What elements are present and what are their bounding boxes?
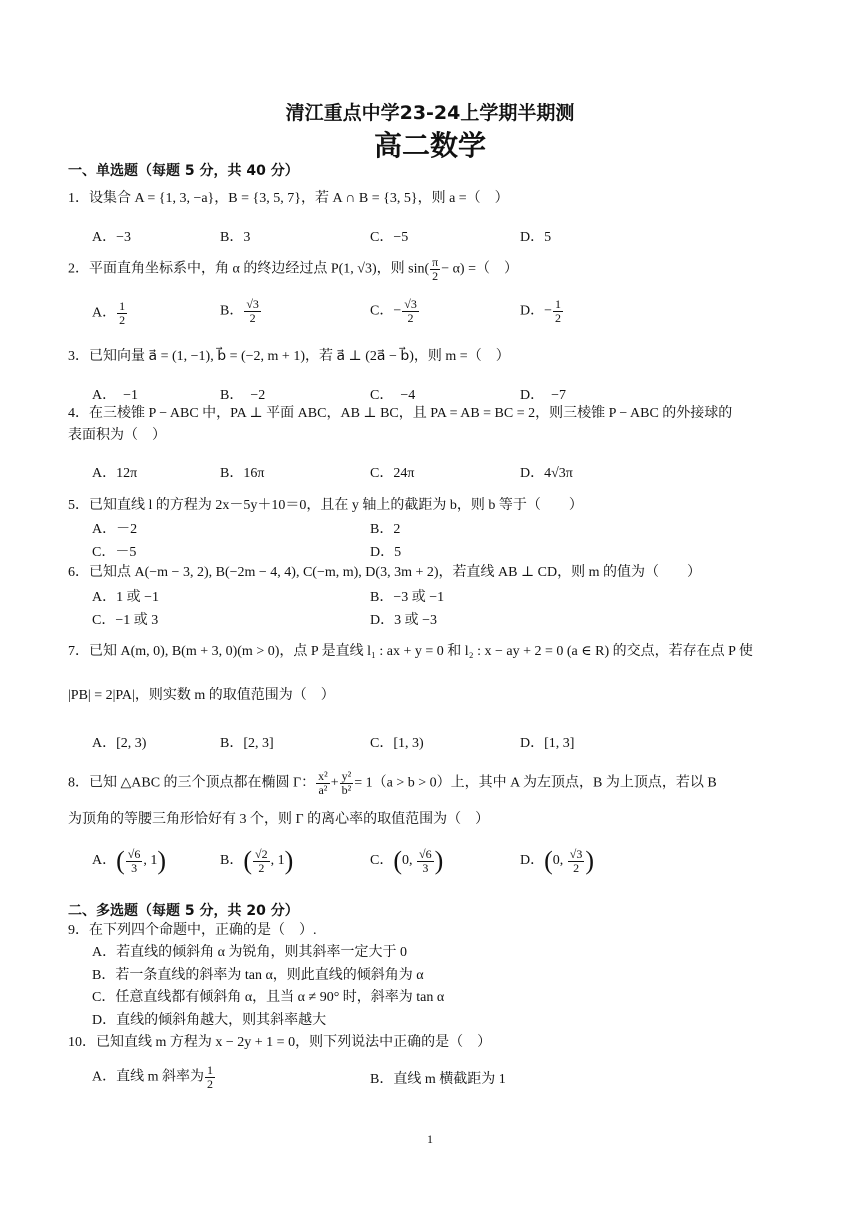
q8-ellipse-y-term: $\frac{\text{y²}}{\text{b²}}$ (341, 769, 352, 797)
q3-option-a: A． −1 (92, 388, 139, 403)
question-7-line-2: |PB| = 2|PA|，则实数 m 的取值范围为（ ） (68, 688, 335, 703)
q2-stem-fraction: $\frac{\pi}{2}$ (432, 255, 439, 283)
q2-option-c: C．− $\frac{√3}{2}$ (370, 297, 417, 325)
q3-option-b: B． −2 (220, 388, 266, 403)
q7-option-a: A．[2, 3) (92, 736, 147, 751)
question-2: 2．平面直角坐标系中，角 α 的终边经过点 P(1, √3)，则 sin( $\frac{\pi}{2}$ − α) =（ ） (68, 255, 518, 283)
question-3: 3．已知向量 a⃗ = (1, −1), b⃗ = (−2, m + 1)，若 a⃗ ⊥ (2a⃗ − b⃗)，则 m =（ ） (68, 349, 510, 364)
subject-title: 高二数学 (373, 129, 486, 162)
question-6: 6．已知点 A(−m − 3, 2), B(−2m − 4, 4), C(−m, m), D(3, 3m + 2)，若直线 AB ⊥ CD，则 m 的值为（ ） (68, 565, 701, 580)
q5-option-b: B．2 (370, 522, 401, 537)
q9-option-a: A．若直线的倾斜角 α 为锐角，则其斜率一定大于 0 (92, 945, 407, 960)
section-multiple-choice: 二、多选题（每题 5 分，共 20 分） (68, 903, 299, 919)
question-9: 9．在下列四个命题中，正确的是（ ）. (68, 923, 317, 938)
q4-option-a: A．12π (92, 466, 138, 481)
q8-option-c: C．(0, $\frac{√6}{3}$ ) (370, 846, 444, 875)
q7-option-d: D．[1, 3] (520, 736, 575, 751)
question-10: 10．已知直线 m 方程为 x − 2y + 1 = 0，则下列说法中正确的是（ ） (68, 1035, 492, 1050)
question-4-line-2: 表面积为（ ） (68, 428, 166, 443)
q3-option-d: D． −7 (520, 388, 567, 403)
q8-option-d: D．(0, $\frac{√3}{2}$ ) (520, 846, 595, 875)
q2-option-d: D．− $\frac{1}{2}$ (520, 297, 562, 325)
q4-option-b: B．16π (220, 466, 265, 481)
q6-option-b: B．−3 或 −1 (370, 590, 445, 605)
q4-option-d: D．4√3π (520, 466, 573, 481)
question-7-line-1: 7．已知 A(m, 0), B(m + 3, 0)(m > 0)，点 P 是直线 l₁ : ax + y = 0 和 l₂ : x − ay + 2 = 0 (a ∈ R) 的交点，若存在点 P 使 (68, 644, 753, 659)
q9-option-b: B．若一条直线的斜率为 tan α，则此直线的倾斜角为 α (92, 968, 424, 983)
page-number: 1 (427, 1132, 433, 1146)
q10-option-a: A．直线 m 斜率为 $\frac{1}{2}$ (92, 1063, 213, 1091)
q5-option-c: C．－5 (92, 545, 137, 560)
section-single-choice: 一、单选题（每题 5 分，共 40 分） (68, 163, 299, 179)
question-8-line-1: 8．已知 △ABC 的三个顶点都在椭圆 Γ： $\frac{\text{x²}}{\text{a²}}$ + $\frac{\text{y²}}{\text{b²}}$ = 1（a > b > 0）上，其中 A 为左顶点，B 为上顶点，若以 B (68, 769, 717, 797)
q2-option-a: A． $\frac{1}{2}$ (92, 299, 126, 327)
question-8-line-2: 为顶角的等腰三角形恰好有 3 个，则 Γ 的离心率的取值范围为（ ） (68, 812, 490, 827)
q2-option-b: B． $\frac{√3}{2}$ (220, 297, 259, 325)
q7-option-c: C．[1, 3) (370, 736, 424, 751)
q6-option-c: C．−1 或 3 (92, 613, 159, 628)
school-title: 清江重点中学23-24上学期半期测 (285, 102, 575, 124)
question-5: 5．已知直线 l 的方程为 2x－5y＋10＝0，且在 y 轴上的截距为 b，则 b 等于（ ） (68, 498, 583, 513)
q3-option-c: C． −4 (370, 388, 416, 403)
q4-option-c: C．24π (370, 466, 415, 481)
q9-option-c: C．任意直线都有倾斜角 α，且当 α ≠ 90° 时，斜率为 tan α (92, 990, 445, 1005)
question-4-line-1: 4．在三棱锥 P − ABC 中，PA ⊥ 平面 ABC，AB ⊥ BC，且 PA = AB = BC = 2，则三棱锥 P − ABC 的外接球的 (68, 406, 733, 421)
q5-option-d: D．5 (370, 545, 402, 560)
q7-option-b: B．[2, 3] (220, 736, 274, 751)
q10-option-b: B．直线 m 横截距为 1 (370, 1072, 506, 1087)
q8-option-a: A．( $\frac{√6}{3}$ , 1) (92, 846, 167, 875)
q5-option-a: A．－2 (92, 522, 138, 537)
q1-option-d: D．5 (520, 230, 552, 245)
q1-option-a: A．−3 (92, 230, 132, 245)
q8-option-b: B．( $\frac{√2}{2}$ , 1) (220, 846, 294, 875)
q6-option-a: A．1 或 −1 (92, 590, 160, 605)
q1-option-c: C．−5 (370, 230, 409, 245)
question-1: 1．设集合 A = {1, 3, −a}，B = {3, 5, 7}，若 A ∩ B = {3, 5}，则 a =（ ） (68, 191, 509, 206)
q6-option-d: D．3 或 −3 (370, 613, 438, 628)
q8-ellipse-x-term: $\frac{\text{x²}}{\text{a²}}$ (318, 769, 328, 797)
q1-option-b: B．3 (220, 230, 251, 245)
q9-option-d: D．直线的倾斜角越大，则其斜率越大 (92, 1013, 327, 1028)
